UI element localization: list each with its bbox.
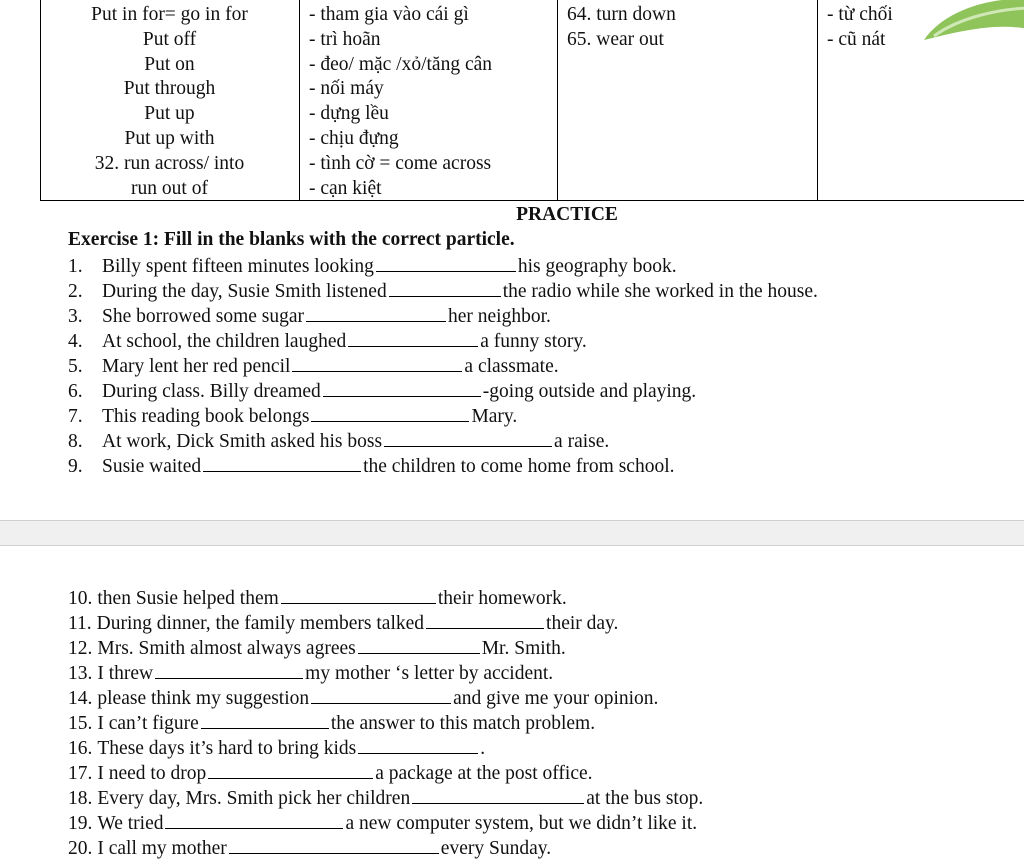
meaning-cell: - chịu đựng bbox=[309, 127, 399, 149]
item-text-after: the radio while she worked in the house. bbox=[502, 281, 818, 302]
answer-blank[interactable] bbox=[358, 736, 478, 754]
phrase-cell: run out of bbox=[131, 177, 208, 199]
item-number: 9. bbox=[68, 456, 83, 477]
item-text-after: . bbox=[480, 738, 486, 759]
meaning-cell: - nối máy bbox=[309, 78, 384, 100]
answer-blank[interactable] bbox=[203, 454, 361, 472]
exercise-list-1 bbox=[68, 254, 818, 479]
item-number: 15. bbox=[68, 713, 93, 734]
item-text-before: I call my mother bbox=[97, 838, 227, 859]
item-text-after: and give me your opinion. bbox=[453, 688, 659, 709]
meaning-cell: - đeo/ mặc /xỏ/tăng cân bbox=[309, 53, 493, 75]
item-text-before: These days it’s hard to bring kids bbox=[97, 738, 357, 759]
item-number: 14. bbox=[68, 688, 93, 709]
list-item bbox=[68, 454, 818, 479]
item-number: 1. bbox=[68, 256, 83, 277]
item-text-after: a classmate. bbox=[464, 356, 559, 377]
item-number: 18. bbox=[68, 788, 93, 809]
item-text-after: their day. bbox=[546, 613, 619, 634]
phrase-cell: Put on bbox=[144, 53, 195, 75]
list-item bbox=[68, 304, 818, 329]
list-item bbox=[68, 354, 818, 379]
item-text-after: every Sunday. bbox=[440, 838, 552, 859]
item-text-before: At school, the children laughed bbox=[102, 331, 347, 352]
exercise-list-2 bbox=[68, 586, 703, 861]
list-item bbox=[68, 586, 703, 611]
item-text-before: Mary lent her red pencil bbox=[102, 356, 291, 377]
list-item bbox=[68, 736, 703, 761]
leaf-decoration-icon bbox=[904, 0, 1024, 48]
list-item bbox=[68, 429, 818, 454]
list-item bbox=[68, 786, 703, 811]
phrase-cell: Put up bbox=[144, 103, 195, 125]
answer-blank[interactable] bbox=[358, 636, 480, 654]
answer-blank[interactable] bbox=[229, 836, 439, 854]
item-text-after: their homework. bbox=[437, 588, 567, 609]
item-text-before: then Susie helped them bbox=[97, 588, 279, 609]
answer-blank[interactable] bbox=[201, 711, 329, 729]
item-number: 11. bbox=[68, 613, 92, 634]
item-number: 2. bbox=[68, 281, 83, 302]
item-text-after: his geography book. bbox=[517, 256, 677, 277]
item-number: 10. bbox=[68, 588, 93, 609]
meaning-right-column bbox=[827, 3, 893, 53]
answer-blank[interactable] bbox=[281, 586, 436, 604]
item-number: 7. bbox=[68, 406, 83, 427]
answer-blank[interactable] bbox=[323, 379, 481, 397]
item-text-before: During dinner, the family members talked bbox=[96, 613, 425, 634]
meaning-column bbox=[309, 3, 492, 201]
item-number: 13. bbox=[68, 663, 93, 684]
item-text-after: Mr. Smith. bbox=[481, 638, 566, 659]
list-item bbox=[68, 279, 818, 304]
exercise-title: Exercise 1: Fill in the blanks with the correct particle. bbox=[68, 229, 515, 250]
item-number: 17. bbox=[68, 763, 93, 784]
item-text-before: During the day, Susie Smith listened bbox=[102, 281, 387, 302]
meaning-cell: - dựng lều bbox=[309, 103, 389, 125]
practice-heading: PRACTICE bbox=[516, 204, 618, 225]
list-item bbox=[68, 636, 703, 661]
answer-blank[interactable] bbox=[376, 254, 516, 272]
item-text-before: She borrowed some sugar bbox=[102, 306, 304, 327]
list-item bbox=[68, 661, 703, 686]
item-number: 5. bbox=[68, 356, 83, 377]
item-text-before: During class. Billy dreamed bbox=[102, 381, 321, 402]
item-number: 8. bbox=[68, 431, 83, 452]
list-item bbox=[68, 761, 703, 786]
phrase-cell: 64. turn down bbox=[567, 4, 676, 25]
item-number: 16. bbox=[68, 738, 93, 759]
list-item bbox=[68, 329, 818, 354]
phrase-cell: Put up with bbox=[124, 127, 215, 149]
answer-blank[interactable] bbox=[292, 354, 462, 372]
answer-blank[interactable] bbox=[155, 661, 303, 679]
meaning-cell: - từ chối bbox=[827, 4, 893, 25]
item-text-after: a new computer system, but we didn’t like it. bbox=[345, 813, 698, 834]
phrase-right-column bbox=[567, 3, 676, 53]
item-text-after: Mary. bbox=[471, 406, 518, 427]
item-number: 4. bbox=[68, 331, 83, 352]
item-text-before: Susie waited bbox=[102, 456, 202, 477]
answer-blank[interactable] bbox=[384, 429, 552, 447]
item-text-after: a package at the post office. bbox=[375, 763, 593, 784]
list-item bbox=[68, 686, 703, 711]
list-item bbox=[68, 811, 703, 836]
item-number: 3. bbox=[68, 306, 83, 327]
answer-blank[interactable] bbox=[165, 811, 343, 829]
table-divider bbox=[299, 0, 300, 201]
list-item bbox=[68, 711, 703, 736]
answer-blank[interactable] bbox=[348, 329, 478, 347]
item-text-after: my mother ‘s letter by accident. bbox=[305, 663, 554, 684]
meaning-cell: - trì hoãn bbox=[309, 28, 381, 50]
phrase-cell: 32. run across/ into bbox=[94, 152, 245, 174]
item-text-before: I need to drop bbox=[97, 763, 207, 784]
item-text-after: her neighbor. bbox=[448, 306, 551, 327]
item-text-after: the children to come home from school. bbox=[363, 456, 675, 477]
list-item bbox=[68, 836, 703, 861]
answer-blank[interactable] bbox=[389, 279, 501, 297]
item-text-before: I threw bbox=[97, 663, 154, 684]
item-number: 20. bbox=[68, 838, 93, 859]
table-divider bbox=[817, 0, 818, 201]
meaning-cell: - tham gia vào cái gì bbox=[309, 4, 469, 25]
item-text-before: We tried bbox=[97, 813, 164, 834]
page-2 bbox=[0, 546, 1024, 862]
item-number: 19. bbox=[68, 813, 93, 834]
item-text-after: the answer to this match problem. bbox=[330, 713, 596, 734]
answer-blank[interactable] bbox=[426, 611, 544, 629]
answer-blank[interactable] bbox=[208, 761, 373, 779]
phrase-cell: Put through bbox=[123, 78, 216, 100]
item-text-after: -going outside and playing. bbox=[482, 381, 697, 402]
phrase-cell: Put off bbox=[142, 28, 197, 50]
item-text-before: This reading book belongs bbox=[102, 406, 310, 427]
item-number: 12. bbox=[68, 638, 93, 659]
phrase-cell: 65. wear out bbox=[567, 28, 664, 50]
item-text-before: I can’t figure bbox=[97, 713, 199, 734]
item-text-before: Billy spent fifteen minutes looking bbox=[102, 256, 374, 277]
item-text-before: please think my suggestion bbox=[97, 688, 310, 709]
list-item bbox=[68, 404, 818, 429]
table-divider bbox=[557, 0, 558, 201]
meaning-cell: - tình cờ = come across bbox=[309, 152, 492, 174]
item-text-after: at the bus stop. bbox=[586, 788, 704, 809]
answer-blank[interactable] bbox=[311, 686, 451, 704]
item-text-before: Every day, Mrs. Smith pick her children bbox=[97, 788, 411, 809]
list-item bbox=[68, 611, 703, 636]
phrase-column bbox=[40, 3, 299, 201]
meaning-cell: - cạn kiệt bbox=[309, 177, 382, 199]
item-number: 6. bbox=[68, 381, 83, 402]
list-item bbox=[68, 379, 818, 404]
item-text-before: At work, Dick Smith asked his boss bbox=[102, 431, 383, 452]
phrase-cell: Put in for= go in for bbox=[91, 4, 248, 25]
answer-blank[interactable] bbox=[412, 786, 584, 804]
item-text-before: Mrs. Smith almost always agrees bbox=[97, 638, 356, 659]
meaning-cell: - cũ nát bbox=[827, 28, 886, 50]
list-item bbox=[68, 254, 818, 279]
item-text-after: a raise. bbox=[554, 431, 610, 452]
answer-blank[interactable] bbox=[306, 304, 446, 322]
answer-blank[interactable] bbox=[311, 404, 469, 422]
page-gap bbox=[0, 521, 1024, 546]
item-text-after: a funny story. bbox=[480, 331, 587, 352]
